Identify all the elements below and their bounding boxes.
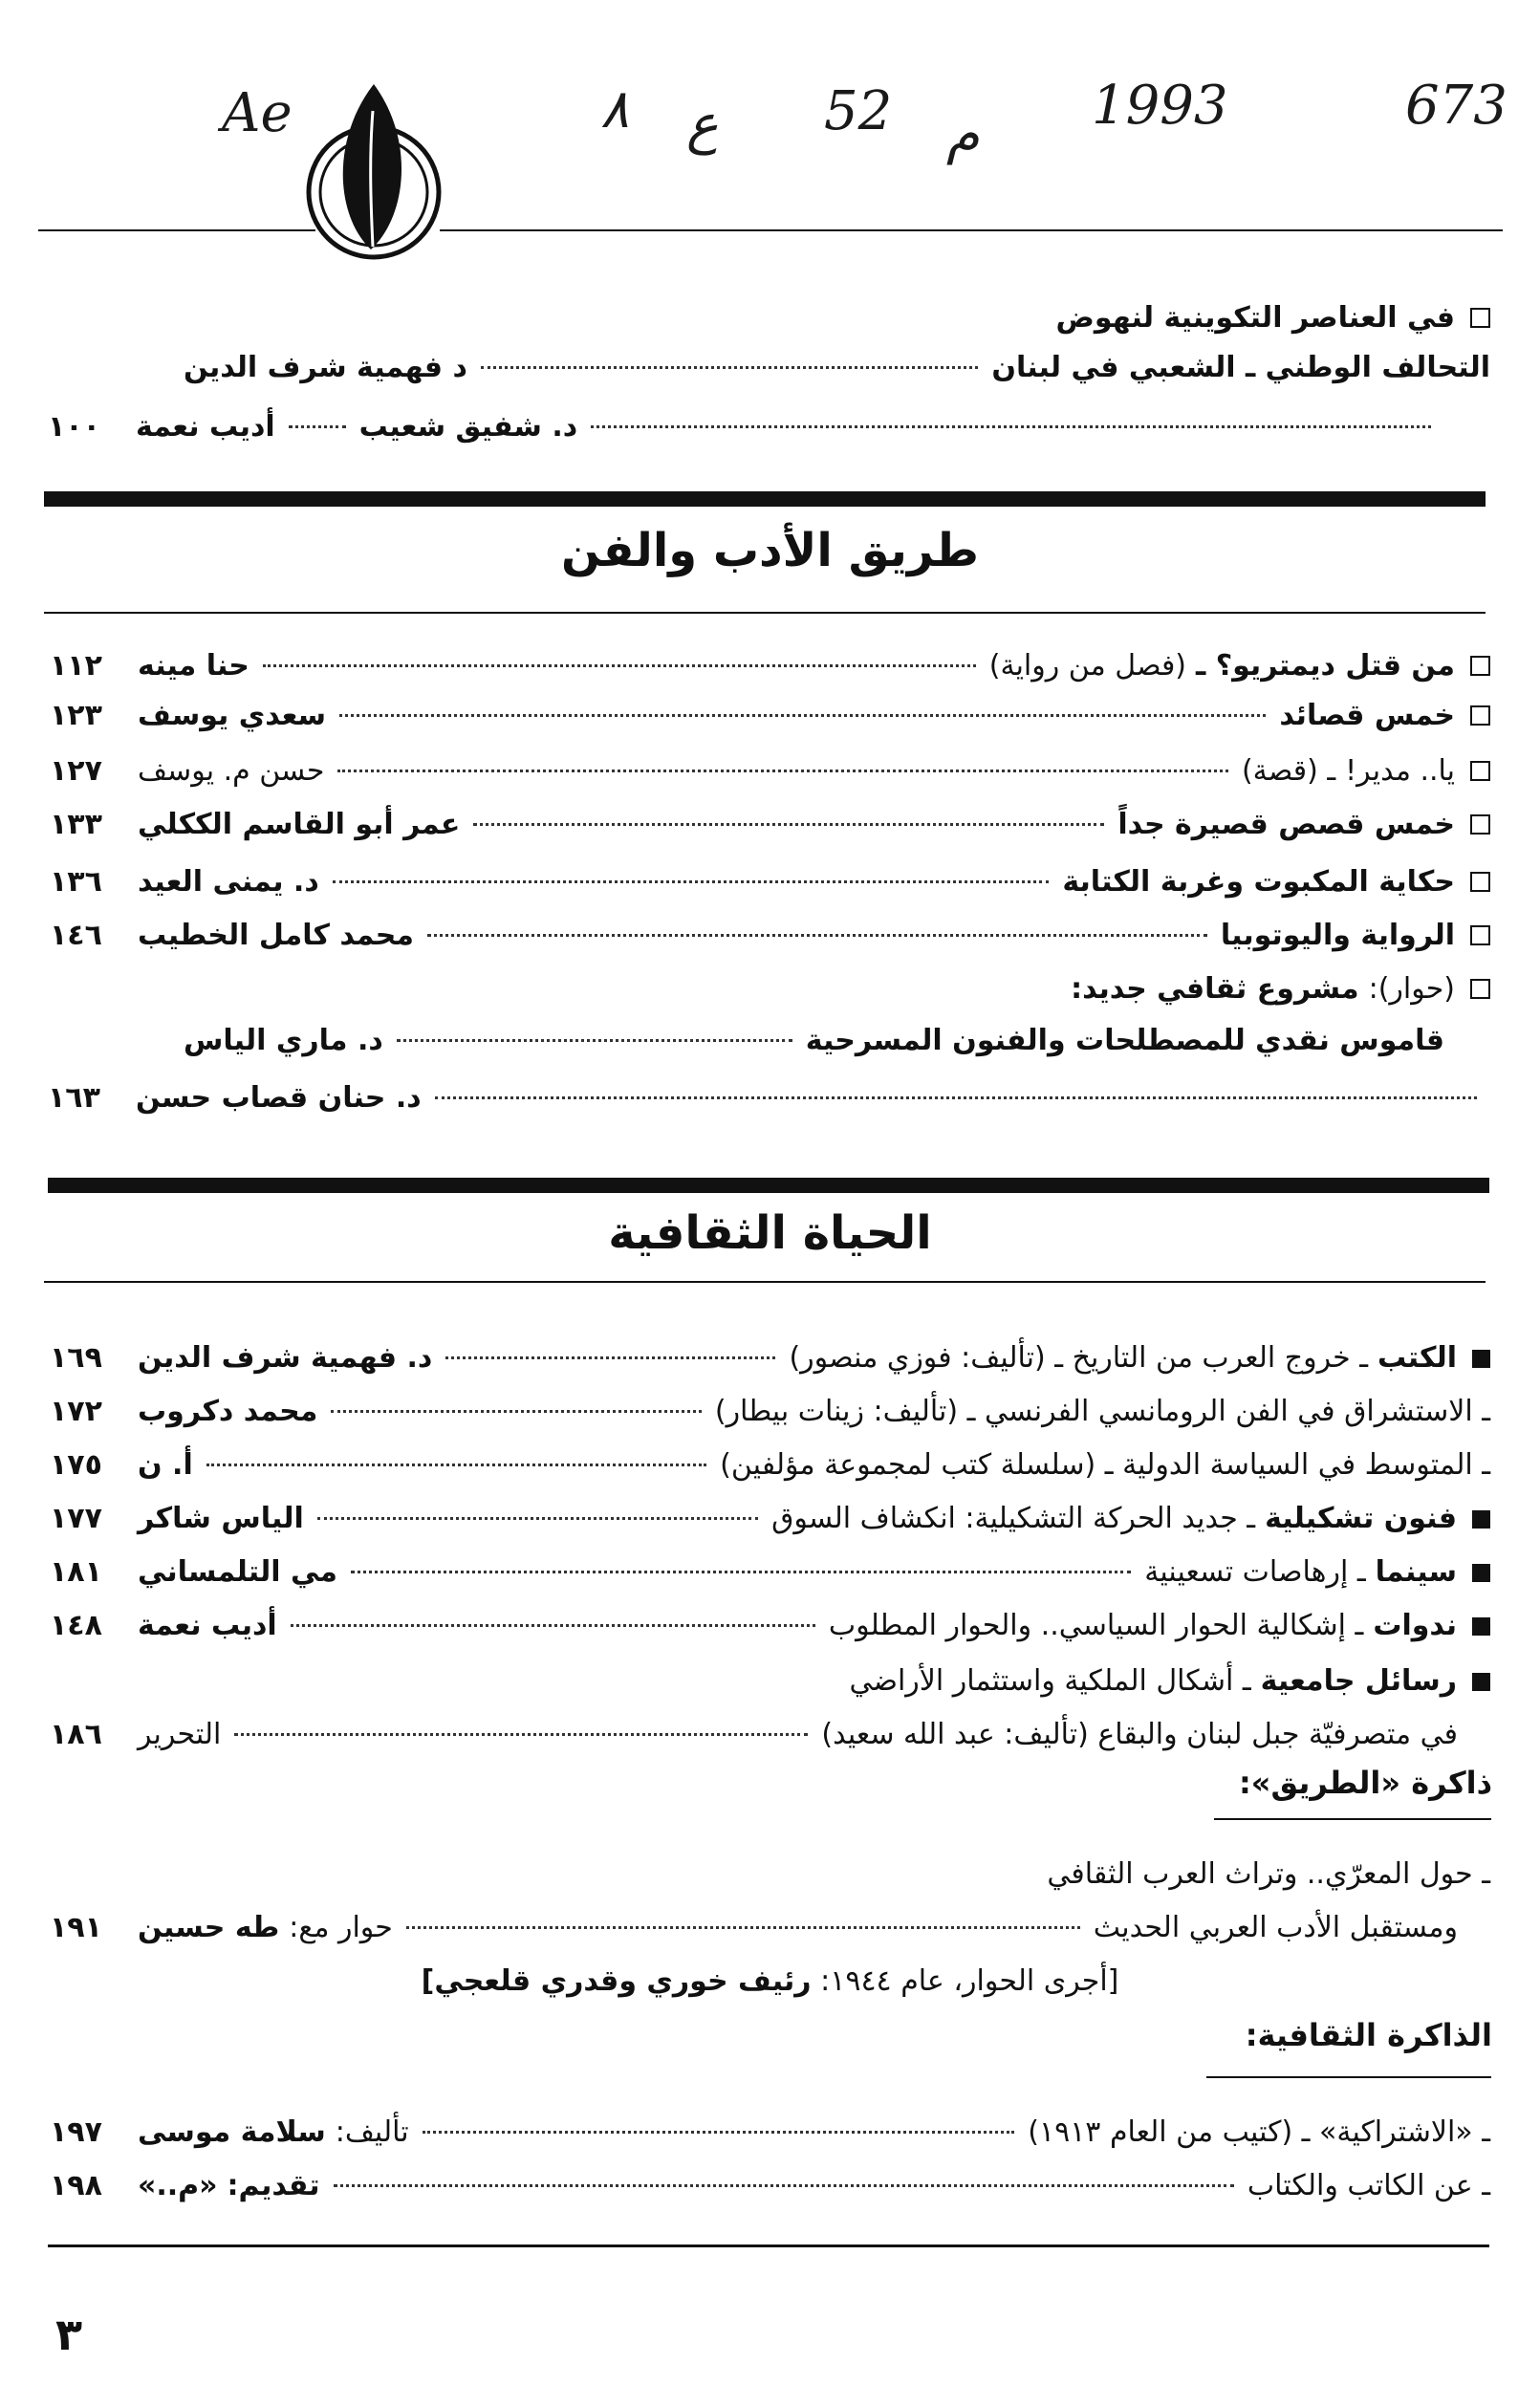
square-bullet-icon [1472,1673,1490,1691]
toc-entry: الكتب ـ خروج العرب من التاريخ ـ (تأليف: فوزي منصور) د. فهمية شرف الدين ١٦٩ [50,1334,1490,1382]
dot-leader [331,1410,701,1413]
dot-leader [351,1571,1131,1573]
toc-entry-dialogue-line3: د. حنان قصاب حسن ١٦٣ [48,1074,1490,1122]
checkbox-bullet-icon [1470,705,1490,726]
page-number: ١٦٩ [50,1341,102,1375]
dot-leader [206,1464,706,1466]
dot-leader [339,714,1266,717]
page-number: ١٩١ [50,1911,102,1944]
page-folio: ٣ [55,2309,83,2360]
dot-leader [481,366,979,369]
checkbox-bullet-icon [1470,925,1490,945]
subsection-underline [1206,2076,1491,2078]
dot-leader [337,770,1228,772]
interview-note: [أجرى الحوار، عام ١٩٤٤: رئيف خوري وقدري قلعجي] [421,1964,1119,1998]
page-number: ١١٢ [50,649,102,683]
square-bullet-icon [1472,1350,1490,1368]
page-number: ١٨٦ [50,1718,102,1751]
leaf-in-circle-icon [302,73,445,264]
handwritten-mark-c: 52 [824,80,893,142]
subsection-underline [1214,1818,1491,1820]
dot-leader [333,880,1050,883]
toc-entry-intro-line3: د. شفيق شعيب أديب نعمة ١٠٠ [48,403,1444,451]
section-underline [44,1281,1486,1283]
dot-leader [435,1096,1477,1099]
toc-entry-dialogue-line2: قاموس نقدي للمصطلحات والفنون المسرحية د. ماري الياس [184,1024,1444,1057]
toc-entry: الرواية واليوتوبيا محمد كامل الخطيب ١٤٦ [50,912,1490,960]
checkbox-bullet-icon [1470,979,1490,999]
page-number: ١٧٢ [50,1395,102,1428]
page-number: ١٩٨ [50,2169,102,2202]
toc-entry-dialogue-line1: (حوار): مشروع ثقافي جديد: [50,965,1490,1013]
toc-entry: ـ عن الكاتب والكتاب تقديم: «م..» ١٩٨ [50,2162,1490,2210]
dot-leader [397,1039,792,1042]
dot-leader [406,1926,1080,1929]
toc-entry: ـ الاستشراق في الفن الرومانسي الفرنسي ـ (تأليف: زينات بيطار) محمد دكروب ١٧٢ [50,1388,1490,1436]
toc-entry: خمس قصص قصيرة جداً عمر أبو القاسم الككلي ١٣٣ [50,801,1490,849]
toc-entry: سينما ـ إرهاصات تسعينية مي التلمساني ١٨١ [50,1549,1490,1596]
dot-leader [291,1624,815,1627]
header-rule-left [38,229,315,231]
handwritten-mark-d: م [946,103,980,165]
page-number: ١٢٣ [50,699,102,732]
page-number: ١٤٨ [50,1609,102,1642]
subsection-heading-memory: ذاكرة «الطريق»: [1239,1765,1492,1801]
page-number: ١٣٦ [50,865,102,899]
square-bullet-icon [1472,1564,1490,1582]
checkbox-bullet-icon [1470,656,1490,676]
subsection-heading-cultural-memory: الذاكرة الثقافية: [1245,2017,1492,2053]
page-number: ١٧٥ [50,1448,102,1482]
square-bullet-icon [1472,1617,1490,1636]
page-number: ١٩٧ [50,2115,102,2149]
toc-entry: يا.. مدير! ـ (قصة) حسن م. يوسف ١٢٧ [50,748,1490,795]
dot-leader [289,425,346,428]
dot-leader [591,425,1431,428]
section-divider [44,491,1486,507]
dot-leader [263,664,976,667]
dot-leader [334,2184,1234,2187]
checkbox-bullet-icon [1470,872,1490,892]
page-number: ١٦٣ [48,1081,100,1115]
toc-entry: من قتل ديمتريو؟ ـ (فصل من رواية) حنا مينه ١١٢ [50,642,1490,690]
handwritten-mark-a: ٨ [600,78,630,141]
handwritten-number: 673 [1405,75,1507,137]
toc-entry-memory-line1: ـ حول المعرّي.. وتراث العرب الثقافي [1047,1857,1490,1891]
toc-entry: حكاية المكبوت وغربة الكتابة د. يمنى العيد ١٣٦ [50,858,1490,906]
toc-entry: فنون تشكيلية ـ جديد الحركة التشكيلية: انكشاف السوق الياس شاكر ١٧٧ [50,1495,1490,1543]
toc-entry-intro-line1: في العناصر التكوينية لنهوض [50,294,1490,342]
toc-entry: خمس قصائد سعدي يوسف ١٢٣ [50,692,1490,740]
section-title-literature: طريق الأدب والفن [561,524,979,577]
dot-leader [445,1356,775,1359]
page-number: ١٢٧ [50,754,102,788]
section-underline [44,612,1486,614]
dot-leader [427,934,1207,937]
dot-leader [317,1517,758,1520]
toc-entry: ـ المتوسط في السياسة الدولية ـ (سلسلة كتب لمجموعة مؤلفين) أ. ن ١٧٥ [50,1442,1490,1489]
bottom-rule [48,2244,1489,2247]
page-number: ١٨١ [50,1555,102,1589]
dot-leader [423,2131,1015,2134]
dot-leader [234,1733,808,1736]
toc-entry-intro-line2: التحالف الوطني ـ الشعبي في لبنان د فهمية شرف الدين [184,351,1490,384]
checkbox-bullet-icon [1470,761,1490,781]
dot-leader [473,823,1104,826]
section-divider [48,1178,1489,1193]
toc-entry-thesis-line2: في متصرفيّة جبل لبنان والبقاع (تأليف: عبد الله سعيد) التحرير ١٨٦ [50,1711,1458,1759]
page-number: ١٠٠ [48,410,100,444]
toc-entry-thesis-line1: رسائل جامعية ـ أشكال الملكية واستثمار الأراضي [50,1658,1490,1705]
square-bullet-icon [1472,1510,1490,1529]
toc-entry: ـ «الاشتراكية» ـ (كتيب من العام ١٩١٣) تأليف: سلامة موسى ١٩٧ [50,2109,1490,2157]
checkbox-bullet-icon [1470,814,1490,835]
section-title-culture: الحياة الثقافية [608,1206,932,1260]
page-number: ١٧٧ [50,1502,102,1535]
page-number: ١٣٣ [50,808,102,841]
toc-entry-memory-line2: ومستقبل الأدب العربي الحديث حوار مع: طه حسين ١٩١ [50,1904,1458,1952]
handwritten-year: 1993 [1092,75,1228,137]
page-number: ١٤٦ [50,919,102,952]
handwritten-initials: Ae [222,82,293,144]
header-rule-right [440,229,1503,231]
handwritten-mark-b: ع [686,94,719,156]
toc-entry: ندوات ـ إشكالية الحوار السياسي.. والحوار المطلوب أديب نعمة ١٤٨ [50,1602,1490,1650]
checkbox-bullet-icon [1470,308,1490,328]
